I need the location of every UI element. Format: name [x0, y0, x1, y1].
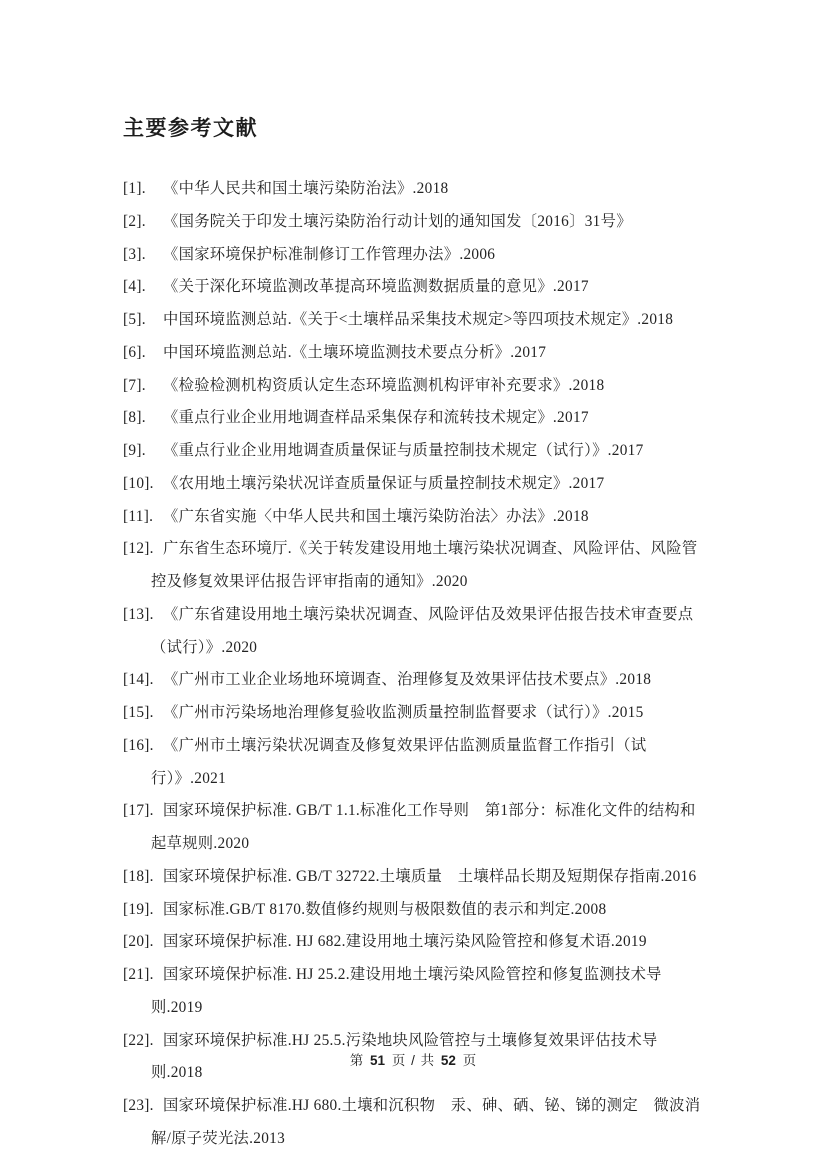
reference-number: [23]. [123, 1097, 154, 1114]
reference-text: 《关于深化环境监测改革提高环境监测数据质量的意见》.2017 [163, 278, 589, 296]
reference-number: [16]. [123, 736, 154, 754]
reference-number: [3]. [123, 245, 146, 263]
reference-item [123, 697, 707, 730]
page-title: 主要参考文献 [123, 117, 258, 140]
reference-number: [4]. [123, 278, 146, 296]
reference-text: 广东省生态环境厅.《关于转发建设用地土壤污染状况调查、风险评估、风险管控及修复效果评估报告评审指南的通知》.2020 [151, 540, 698, 590]
reference-list [123, 173, 707, 1156]
reference-number: [17]. [123, 802, 154, 820]
reference-number: [13]. [123, 605, 154, 623]
reference-text: 《广州市污染场地治理修复验收监测质量控制监督要求（试行）》.2015 [163, 704, 644, 721]
reference-text: 国家环境保护标准.HJ 25.5.污染地块风险管控与土壤修复效果评估技术导则.2018 [151, 1031, 658, 1082]
reference-number: [20]. [123, 933, 154, 951]
reference-item [123, 664, 707, 697]
reference-item [123, 173, 707, 206]
reference-text: 国家环境保护标准. GB/T 32722.土壤质量 土壤样品长期及短期保存指南.2016 [163, 867, 697, 885]
reference-text: 国家标准.GB/T 8170.数值修约规则与极限数值的表示和判定.2008 [163, 900, 607, 918]
reference-text: 中国环境监测总站.《关于<土壤样品采集技术规定>等四项技术规定》.2018 [163, 311, 674, 328]
reference-item [123, 239, 707, 272]
reference-number: [2]. [123, 212, 146, 230]
reference-number: [19]. [123, 900, 154, 918]
footer-total-pages: 52 [440, 1053, 456, 1068]
page-footer [0, 1051, 826, 1071]
reference-number: [6]. [123, 343, 146, 361]
reference-text: 中国环境监测总站.《土壤环境监测技术要点分析》.2017 [163, 343, 547, 361]
reference-item [123, 304, 707, 337]
reference-text: 《检验检测机构资质认定生态环境监测机构评审补充要求》.2018 [163, 376, 605, 394]
reference-item [123, 501, 707, 534]
reference-number: [1]. [123, 180, 146, 197]
reference-text: 《重点行业企业用地调查质量保证与质量控制技术规定（试行）》.2017 [163, 442, 644, 459]
reference-text: 《重点行业企业用地调查样品采集保存和流转技术规定》.2017 [163, 409, 589, 427]
reference-text: 《国家环境保护标准制修订工作管理办法》.2006 [163, 245, 496, 263]
reference-item [123, 795, 707, 861]
reference-text: 《国务院关于印发土壤污染防治行动计划的通知国发〔2016〕31号》 [163, 212, 632, 230]
footer-word-total: 共 [420, 1053, 435, 1068]
reference-text: 《中华人民共和国土壤污染防治法》.2018 [163, 180, 449, 197]
reference-item [123, 402, 707, 435]
reference-number: [15]. [123, 704, 154, 721]
reference-item [123, 730, 707, 796]
reference-item [123, 468, 707, 501]
reference-number: [12]. [123, 540, 154, 558]
footer-word-page: 页 [391, 1053, 406, 1068]
reference-text: 《广州市工业企业场地环境调查、治理修复及效果评估技术要点》.2018 [163, 671, 652, 689]
reference-text: 国家环境保护标准. HJ 682.建设用地土壤污染风险管控和修复术语.2019 [163, 933, 647, 951]
reference-item [123, 271, 707, 304]
reference-text: 国家环境保护标准. GB/T 1.1.标准化工作导则 第1部分：标准化文件的结构和起草规则.2020 [151, 802, 696, 852]
reference-item [123, 894, 707, 927]
reference-text: 《农用地土壤污染状况详查质量保证与质量控制技术规定》.2017 [163, 474, 605, 492]
reference-number: [14]. [123, 671, 154, 689]
reference-number: [22]. [123, 1031, 154, 1049]
reference-number: [8]. [123, 409, 146, 427]
reference-item [123, 959, 707, 1025]
reference-item [123, 926, 707, 959]
reference-number: [7]. [123, 376, 146, 394]
reference-item [123, 533, 707, 599]
reference-number: [5]. [123, 311, 146, 328]
reference-number: [18]. [123, 867, 154, 885]
reference-number: [9]. [123, 442, 146, 459]
reference-text: 《广州市土壤污染状况调查及修复效果评估监测质量监督工作指引（试行）》.2021 [151, 736, 647, 787]
reference-item [123, 861, 707, 894]
footer-current-page: 51 [370, 1053, 386, 1068]
footer-separator: / [411, 1053, 415, 1068]
page-content [123, 116, 707, 1156]
reference-number: [11]. [123, 507, 154, 525]
reference-number: [21]. [123, 966, 154, 983]
reference-item [123, 337, 707, 370]
footer-word-prefix: 第 [349, 1053, 364, 1068]
reference-item [123, 435, 707, 468]
reference-text: 《广东省实施〈中华人民共和国土壤污染防治法〉办法》.2018 [163, 507, 589, 525]
reference-item [123, 370, 707, 403]
reference-item [123, 599, 707, 665]
reference-text: 国家环境保护标准. HJ 25.2.建设用地土壤污染风险管控和修复监测技术导则.2019 [151, 966, 662, 1016]
reference-item [123, 206, 707, 239]
reference-item [123, 1090, 707, 1156]
reference-text: 《广东省建设用地土壤污染状况调查、风险评估及效果评估报告技术审查要点（试行）》.2020 [151, 605, 694, 656]
footer-word-suffix: 页 [462, 1053, 477, 1068]
reference-number: [10]. [123, 474, 154, 492]
reference-text: 国家环境保护标准.HJ 680.土壤和沉积物 汞、砷、硒、铋、锑的测定 微波消解/原子荧光法.2013 [151, 1097, 701, 1147]
